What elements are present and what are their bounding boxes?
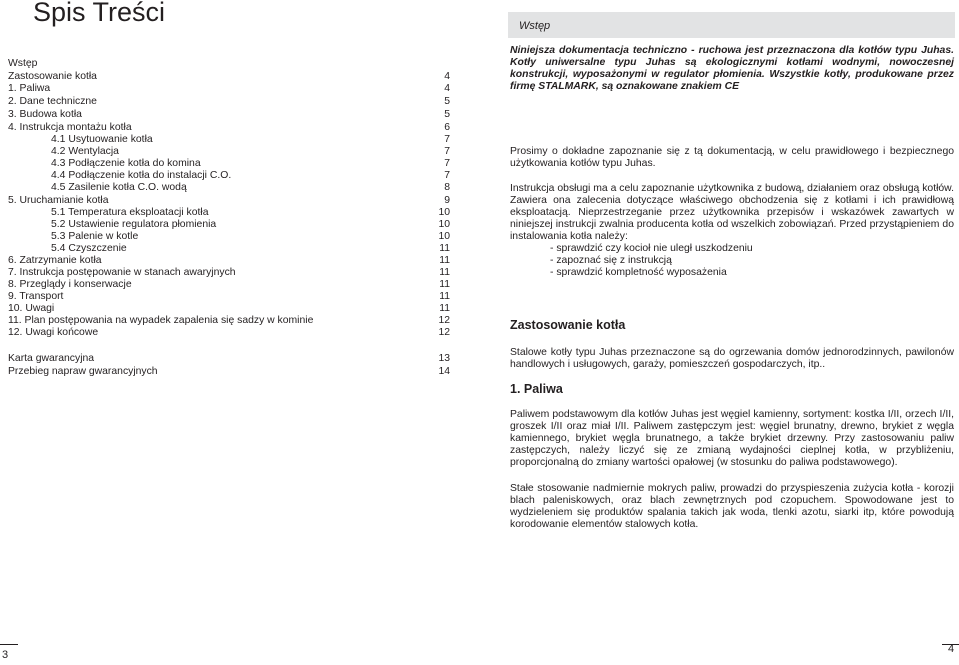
toc-entry-page: 11 [439, 243, 450, 254]
paliwa-heading: 1. Paliwa [510, 382, 563, 396]
toc-entry[interactable] [8, 83, 450, 95]
toc-entry-page: 7 [444, 158, 450, 169]
toc-entry-label: 4. Instrukcja montażu kotła [8, 122, 132, 133]
toc-entry[interactable] [8, 182, 450, 194]
toc-entry-label: 4.1 Usytuowanie kotła [51, 134, 153, 145]
toc-entry-label: Wstęp [8, 58, 38, 69]
toc-entry-page: 12 [438, 315, 450, 326]
bullet-item: - sprawdzić kompletność wyposażenia [550, 267, 727, 278]
page-number-left: 3 [2, 649, 9, 661]
wstep-paragraph-2 [510, 183, 954, 279]
toc-entry-page: 10 [438, 207, 450, 218]
paliwa-paragraph-1: Paliwem podstawowym dla kotłów Juhas jest węgiel kamienny, sortyment: kostka I/II, orzech I/II, groszek I/II oraz miał I/II. Paliwem zastępczym jest: węgiel brunatny, drewno, brykiet z węgla kamiennego, brykiet węgla brunatnego, a także brykiet drzewny. Przy zastosowaniu paliw zastępczych, należy liczyć się ze zmianą wydajności cieplnej kotła, w przybliżeniu, proporcjonalną do zmiany wartości opałowej (w stosunku do paliwa podstawowego). [510, 409, 954, 468]
toc-entry[interactable] [8, 71, 450, 83]
toc-entry-label: 8. Przeglądy i konserwacje [8, 279, 132, 290]
toc-entry-label: 12. Uwagi końcowe [8, 327, 99, 338]
toc-entry-label: Zastosowanie kotła [8, 71, 97, 82]
toc-entry[interactable] [8, 255, 450, 267]
toc-entry-label: 3. Budowa kotła [8, 109, 82, 120]
zastosowanie-paragraph: Stalowe kotły typu Juhas przeznaczone są do ogrzewania domów jednorodzinnych, pawilonów handlowych i usługowych, garaży, pomieszczeń gospodarczych, itp.. [510, 347, 954, 370]
page-number-right: 4 [948, 643, 955, 655]
toc-entry-page: 10 [438, 219, 450, 230]
toc-entry-label: Przebieg napraw gwarancyjnych [8, 366, 158, 377]
toc-entry[interactable] [8, 122, 450, 134]
toc-entry-page: 7 [444, 170, 450, 181]
bullet-item: - zapoznać się z instrukcją [550, 255, 672, 266]
toc-entry-page: 12 [438, 327, 450, 338]
toc-entry-label: 9. Transport [8, 291, 64, 302]
toc-entry-label: 5.2 Ustawienie regulatora płomienia [51, 219, 217, 230]
toc-entry[interactable] [8, 170, 450, 182]
toc-entry[interactable] [8, 303, 450, 315]
toc-entry[interactable] [8, 353, 450, 365]
toc-entry-label: 4.5 Zasilenie kotła C.O. wodą [51, 182, 187, 193]
wstep-paragraph-1: Prosimy o dokładne zapoznanie się z tą dokumentacją, w celu prawidłowego i bezpiecznego użytkowania kotłów typu Juhas. [510, 146, 954, 169]
toc-entry[interactable] [8, 243, 450, 255]
toc-entry-page: 14 [438, 366, 450, 377]
wstep-paragraph-2-text: Instrukcja obsługi ma a celu zapoznanie użytkownika z budową, działaniem oraz obsługą kotłów. Zawiera ona zalecenia dotyczące właściwego obchodzenia się z kotłami i ich prawidłową eksploatacją. Nieprzestrzeganie przez użytkownika przepisów i wskazówek zawartych w niniejszej instrukcji zwalnia producenta kotła od wszelkich zobowiązań. Przed przystąpieniem do instalowania kotła należy: [510, 183, 954, 242]
toc-entry-label: 4.4 Podłączenie kotła do instalacji C.O. [51, 170, 232, 181]
toc-entry[interactable] [8, 279, 450, 291]
toc-entry[interactable] [8, 207, 450, 219]
toc-entry-page: 11 [439, 303, 450, 314]
toc-entry-page: 8 [444, 182, 450, 193]
toc-entry-page: 9 [444, 195, 450, 206]
toc-entry[interactable] [8, 146, 450, 158]
toc-entry-page: 13 [438, 353, 450, 364]
section-header-box [508, 12, 955, 38]
wstep-heading: Wstęp [519, 20, 551, 32]
toc-entry-label: 7. Instrukcja postępowanie w stanach awaryjnych [8, 267, 236, 278]
toc-entry-page: 11 [439, 291, 450, 302]
zastosowanie-heading: Zastosowanie kotła [510, 318, 626, 332]
toc-entry[interactable] [8, 109, 450, 121]
toc-entry[interactable] [8, 267, 450, 279]
toc-entry-label: 1. Paliwa [8, 83, 51, 94]
toc-entry-label: 6. Zatrzymanie kotła [8, 255, 102, 266]
toc-entry[interactable] [8, 219, 450, 231]
toc-entry-page: 11 [439, 255, 450, 266]
toc-entry[interactable] [8, 134, 450, 146]
toc-entry[interactable] [8, 195, 450, 207]
intro-paragraph: Niniejsza dokumentacja techniczno - ruchowa jest przeznaczona dla kotłów typu Juhas. Kotły uniwersalne typu Juhas są ekologicznymi kotłami wodnymi, nowoczesnej konstrukcji, wyposażonymi w regulator płomienia. Wszystkie kotły, produkowane przez firmę STALMARK, są oznakowane znakiem CE [510, 45, 954, 92]
toc-entry-page: 11 [439, 267, 450, 278]
toc-entry-page: 4 [444, 83, 450, 94]
toc-entry-page: 10 [438, 231, 450, 242]
toc-entry[interactable] [8, 231, 450, 243]
toc-entry-label: 5.3 Palenie w kotle [51, 231, 139, 242]
toc-entry[interactable] [8, 158, 450, 170]
toc-entry-label: 4.2 Wentylacja [51, 146, 119, 157]
toc-entry-page: 7 [444, 146, 450, 157]
toc-entry-label: 5.4 Czyszczenie [51, 243, 127, 254]
toc-entry[interactable] [8, 315, 450, 327]
bullet-item: - sprawdzić czy kocioł nie uległ uszkodzeniu [550, 243, 753, 254]
toc-title: Spis Treści [33, 0, 166, 27]
toc-entry-label: 11. Plan postępowania na wypadek zapalenia się sadzy w kominie [8, 315, 314, 326]
toc-entry[interactable] [8, 327, 450, 339]
toc-entry[interactable] [8, 291, 450, 303]
toc-entry[interactable] [8, 96, 450, 108]
toc-entry-page: 4 [444, 71, 450, 82]
paliwa-paragraph-2: Stałe stosowanie nadmiernie mokrych paliw, prowadzi do przyspieszenia zużycia kotła - korozji blach paleniskowych, oraz blach zewnętrznych pod czopuchem. Spowodowane jest to wydzieleniem się produktów spalania takich jak woda, tlenki azotu, siarki itp, które powodują korodowanie elementów stalowych kotła. [510, 483, 954, 530]
toc-entry-page: 6 [444, 122, 450, 133]
toc-entry-page: 11 [439, 279, 450, 290]
toc-entry-label: 5. Uruchamianie kotła [8, 195, 109, 206]
toc-entry-label: Karta gwarancyjna [8, 353, 95, 364]
toc-entry-label: 5.1 Temperatura eksploatacji kotła [51, 207, 209, 218]
toc-entry-page: 5 [444, 96, 450, 107]
toc-entry[interactable] [8, 58, 450, 70]
toc-entry-label: 4.3 Podłączenie kotła do komina [51, 158, 201, 169]
toc-entry-label: 10. Uwagi [8, 303, 55, 314]
toc-entry-page: 7 [444, 134, 450, 145]
toc-entry-page: 5 [444, 109, 450, 120]
toc-entry[interactable] [8, 366, 450, 378]
toc-entry-label: 2. Dane techniczne [8, 96, 97, 107]
